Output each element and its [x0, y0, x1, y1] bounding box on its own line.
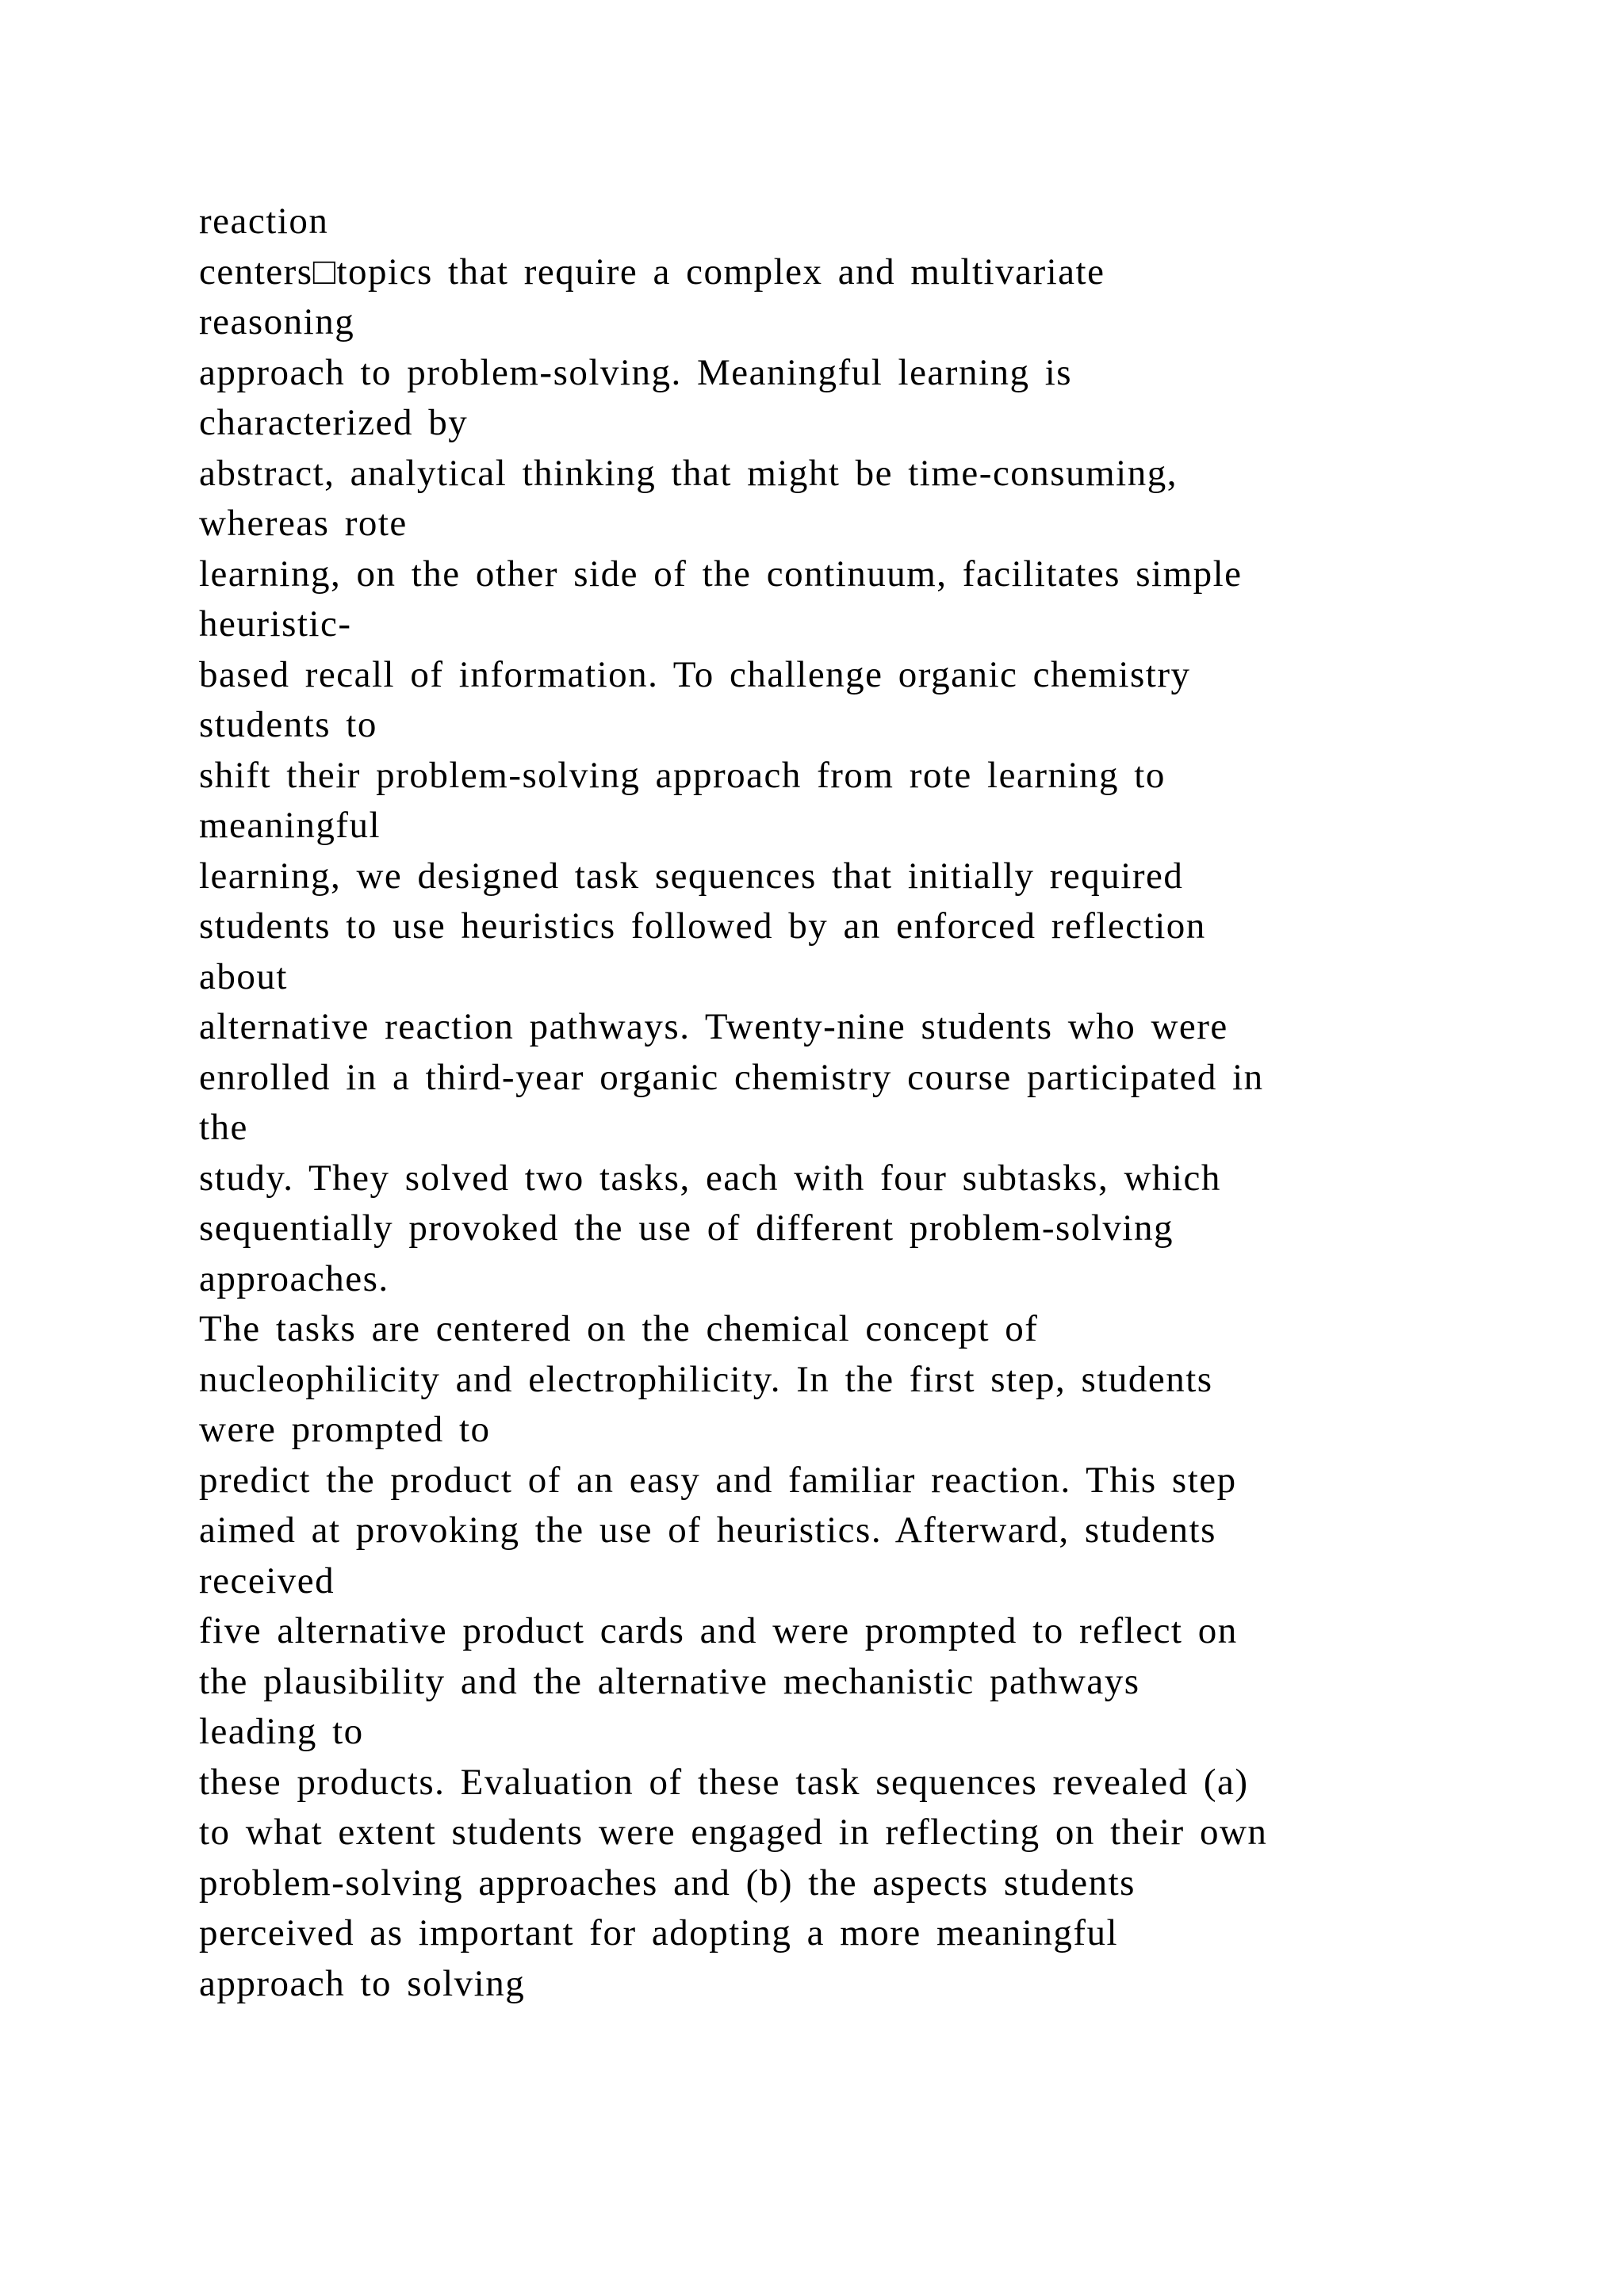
text-line: meaningful	[199, 805, 381, 846]
text-line: predict the product of an easy and familiar reaction. This step	[199, 1459, 1237, 1501]
text-line: students to	[199, 704, 377, 745]
text-line: problem-solving approaches and (b) the aspects students	[199, 1862, 1136, 1904]
text-line: received	[199, 1559, 335, 1601]
text-line: The tasks are centered on the chemical concept of	[199, 1308, 1039, 1349]
text-line: leading to	[199, 1711, 364, 1752]
text-line: based recall of information. To challenge organic chemistry	[199, 653, 1191, 695]
text-line: learning, on the other side of the continuum, facilitates simple	[199, 553, 1243, 595]
text-line: shift their problem-solving approach from rote learning to	[199, 754, 1166, 796]
text-line: students to use heuristics followed by an enforced reflection	[199, 905, 1206, 947]
text-line: perceived as important for adopting a more meaningful	[199, 1912, 1119, 1954]
text-line: centers□topics that require a complex and multivariate	[199, 251, 1105, 293]
text-line: alternative reaction pathways. Twenty-nine students who were	[199, 1006, 1228, 1047]
text-line: characterized by	[199, 402, 469, 443]
text-line: learning, we designed task sequences that initially required	[199, 855, 1184, 897]
text-line: reasoning	[199, 301, 355, 342]
text-line: approach to solving	[199, 1962, 526, 2004]
text-line: the plausibility and the alternative mechanistic pathways	[199, 1660, 1140, 1702]
text-line: abstract, analytical thinking that might be time-consuming,	[199, 452, 1178, 494]
text-line: study. They solved two tasks, each with four subtasks, which	[199, 1157, 1221, 1199]
text-line: aimed at provoking the use of heuristics. Afterward, students	[199, 1510, 1216, 1551]
text-line: to what extent students were engaged in reflecting on their own	[199, 1812, 1268, 1853]
text-line: five alternative product cards and were prompted to reflect on	[199, 1610, 1238, 1651]
text-line: about	[199, 955, 288, 997]
text-line: reaction	[199, 201, 329, 242]
text-line: approach to problem-solving. Meaningful learning is	[199, 351, 1073, 393]
text-line: whereas rote	[199, 503, 408, 544]
text-line: enrolled in a third-year organic chemistry course participated in	[199, 1056, 1264, 1098]
text-line: were prompted to	[199, 1409, 491, 1450]
document-body	[199, 197, 1267, 2009]
text-line: approaches.	[199, 1257, 389, 1299]
text-line: sequentially provoked the use of different problem-solving	[199, 1207, 1174, 1249]
text-line: the	[199, 1107, 248, 1148]
text-line: these products. Evaluation of these task sequences revealed (a)	[199, 1761, 1249, 1803]
text-line: heuristic-	[199, 603, 352, 645]
text-line: nucleophilicity and electrophilicity. In the first step, students	[199, 1358, 1213, 1400]
